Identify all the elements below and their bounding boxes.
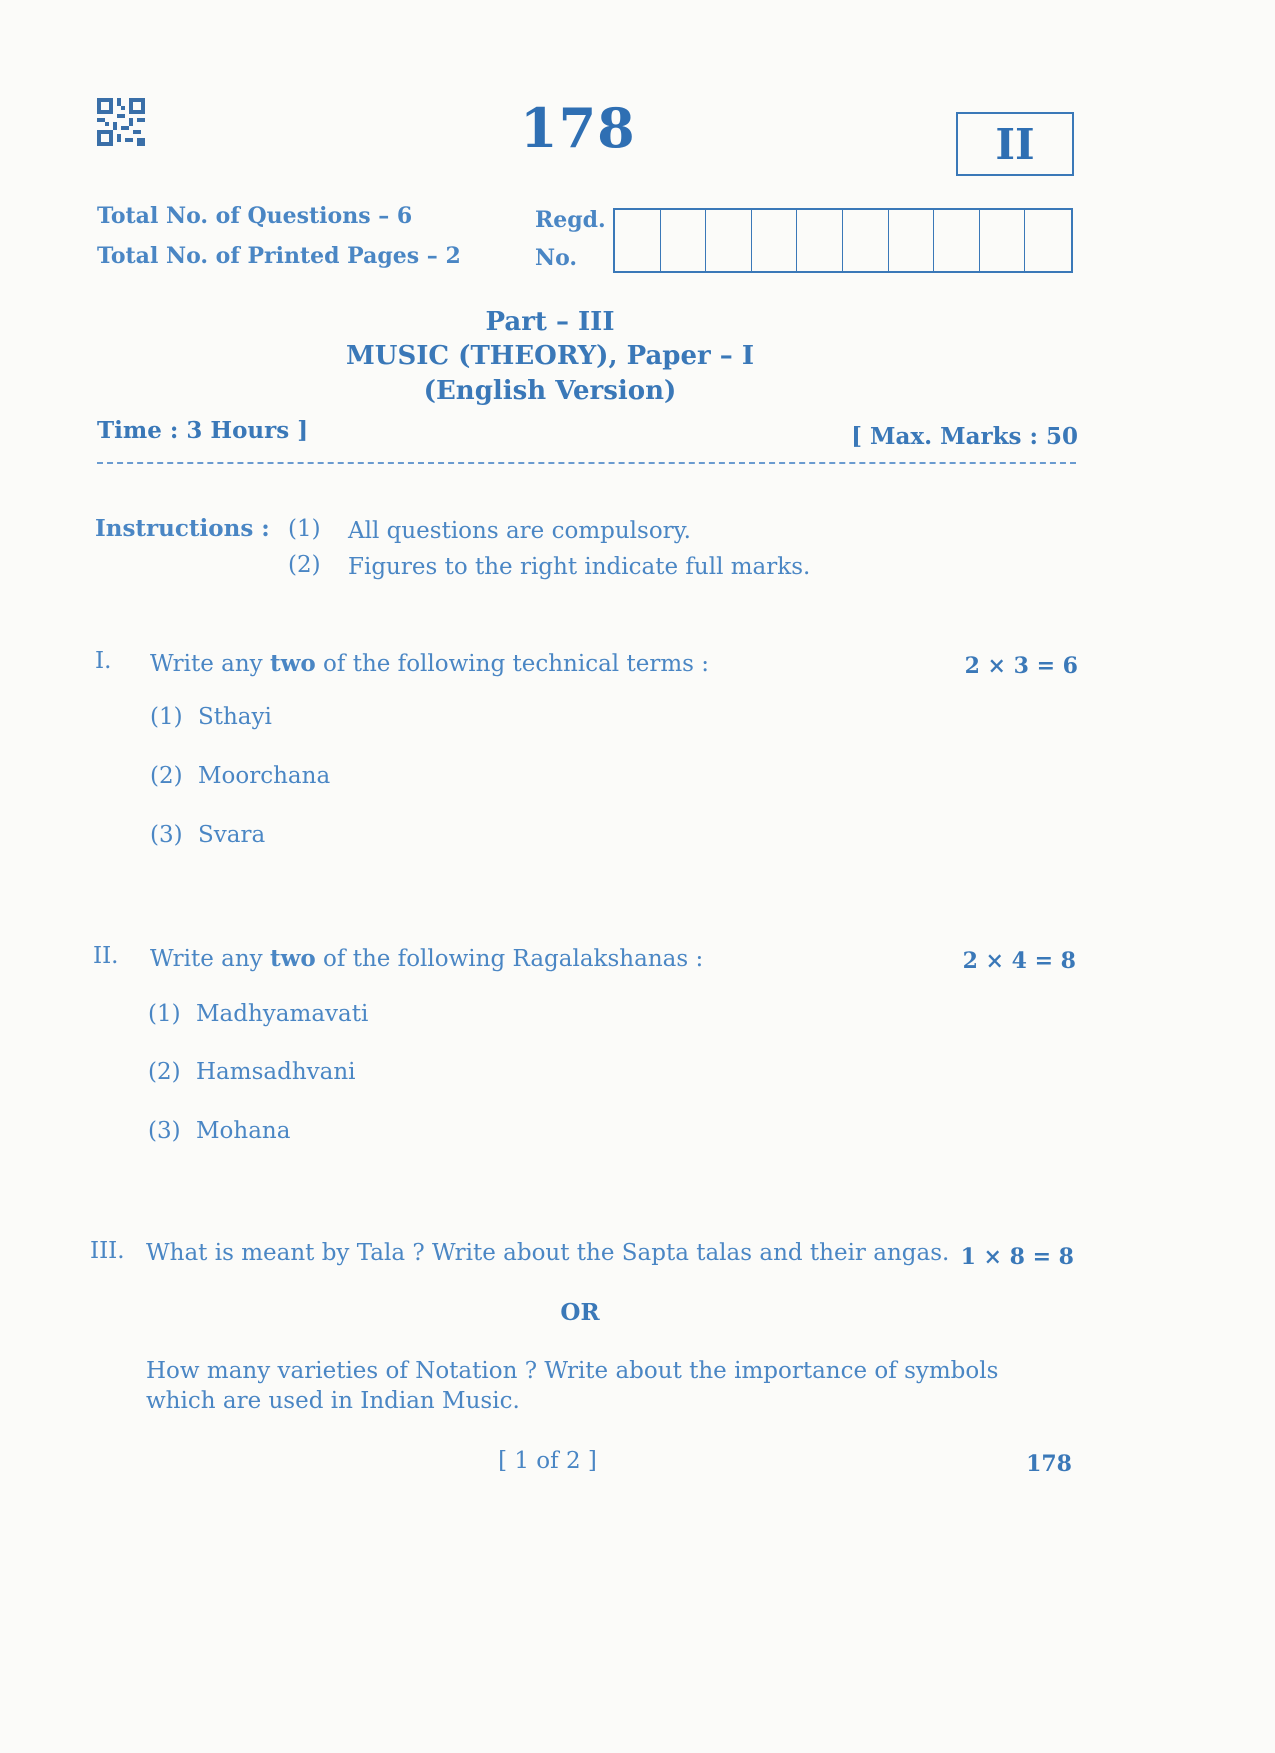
qr-code-icon (97, 98, 145, 146)
footer-paper-code: 178 (1026, 1451, 1072, 1477)
regd-label: Regd. (535, 207, 606, 233)
regd-digit-box[interactable] (1025, 210, 1071, 271)
regd-digit-box[interactable] (752, 210, 798, 271)
regd-digit-box[interactable] (615, 210, 661, 271)
question-1-item: (3) Svara (150, 822, 266, 848)
regd-digit-box[interactable] (889, 210, 935, 271)
instruction-2-text: Figures to the right indicate full marks. (348, 554, 811, 580)
page-indicator: [ 1 of 2 ] (498, 1448, 597, 1474)
regd-digit-box[interactable] (934, 210, 980, 271)
paper-code: 178 (520, 96, 636, 160)
header-divider (97, 462, 1076, 464)
question-2-number: II. (93, 943, 119, 969)
regd-digit-box[interactable] (980, 210, 1026, 271)
question-3-number: III. (90, 1238, 125, 1264)
instruction-1-num: (1) (288, 516, 321, 542)
registration-number-boxes (613, 208, 1073, 273)
instructions-label: Instructions : (95, 515, 270, 542)
instruction-1-text: All questions are compulsory. (348, 518, 691, 544)
regd-digit-box[interactable] (706, 210, 752, 271)
part-heading: Part – III (485, 307, 615, 337)
question-3-alt-line-2: which are used in Indian Music. (146, 1388, 520, 1414)
instruction-2-num: (2) (288, 552, 321, 578)
question-3-alt-line-1: How many varieties of Notation ? Write about the importance of symbols (146, 1358, 999, 1384)
total-questions: Total No. of Questions – 6 (97, 203, 413, 229)
regd-digit-box[interactable] (661, 210, 707, 271)
question-2-marks: 2 × 4 = 8 (962, 948, 1076, 974)
set-number-box: II (956, 112, 1074, 176)
subject-heading: MUSIC (THEORY), Paper – I (346, 341, 754, 371)
question-3-text: What is meant by Tala ? Write about the Sapta talas and their angas. (146, 1240, 950, 1266)
total-pages: Total No. of Printed Pages – 2 (97, 243, 461, 269)
question-2-item: (3) Mohana (148, 1118, 291, 1144)
or-separator: OR (560, 1299, 600, 1326)
question-1-text: Write any two of the following technical terms : (150, 650, 709, 677)
question-2-text: Write any two of the following Ragalakshanas : (150, 945, 704, 972)
question-2-item: (2) Hamsadhvani (148, 1059, 356, 1085)
question-1-emphasis: two (269, 650, 316, 677)
question-1-number: I. (95, 648, 112, 674)
question-1-item: (2) Moorchana (150, 763, 331, 789)
regd-digit-box[interactable] (797, 210, 843, 271)
version-heading: (English Version) (423, 376, 677, 406)
question-1-item: (1) Sthayi (150, 704, 272, 730)
question-1-marks: 2 × 3 = 6 (964, 653, 1078, 679)
regd-digit-box[interactable] (843, 210, 889, 271)
time-label: Time : 3 Hours ] (97, 417, 309, 444)
question-2-item: (1) Madhyamavati (148, 1001, 369, 1027)
max-marks-label: [ Max. Marks : 50 (851, 423, 1078, 450)
question-2-emphasis: two (269, 945, 316, 972)
regd-no-label: No. (535, 245, 578, 271)
question-3-marks: 1 × 8 = 8 (960, 1244, 1074, 1270)
